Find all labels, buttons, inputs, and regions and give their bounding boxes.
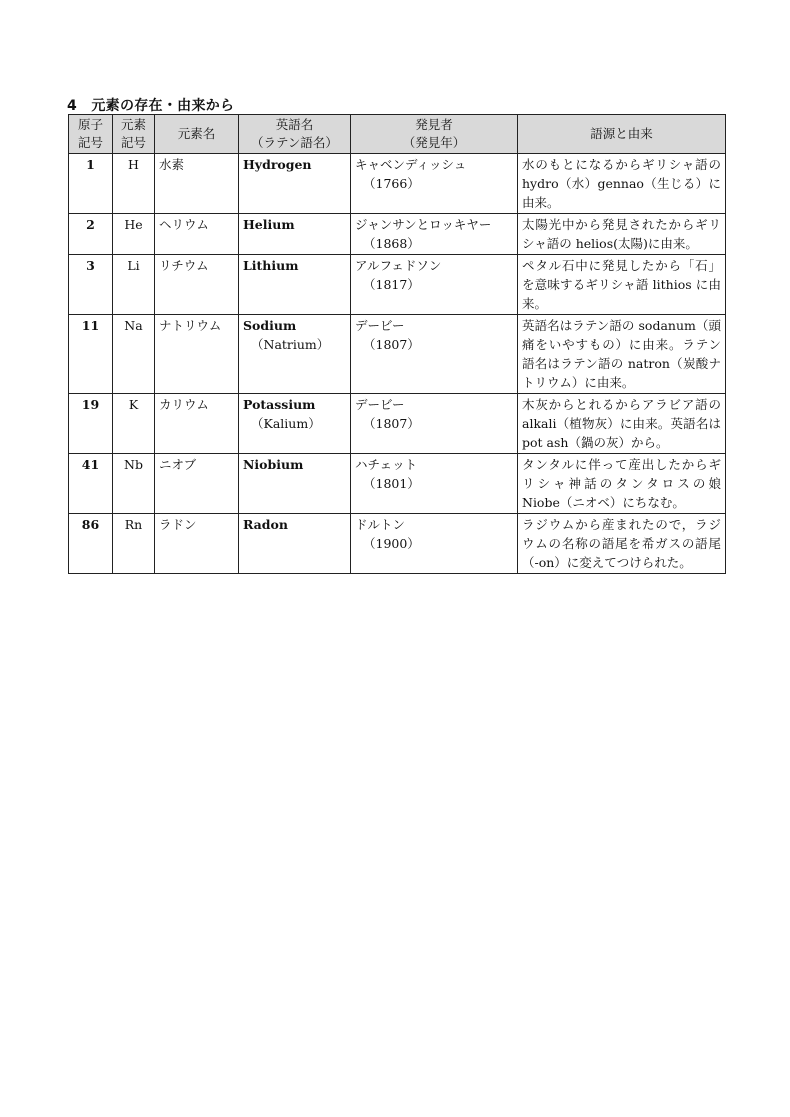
- element-symbol: Na: [113, 315, 155, 394]
- table-header-row: [69, 115, 726, 154]
- etymology: 太陽光中から発見されたからギリシャ語の helios(太陽)に由来。: [518, 214, 726, 255]
- english-name: Sodium: [243, 318, 297, 333]
- discoverer: デービー: [355, 397, 405, 412]
- latin-name: （Kalium）: [251, 416, 321, 431]
- discoverer-cell: [351, 514, 518, 574]
- header-atomic-number: 原子 記号: [69, 115, 113, 154]
- element-symbol: Rn: [113, 514, 155, 574]
- element-name: カリウム: [155, 394, 239, 454]
- etymology: ラジウムから産まれたので，ラジウムの名称の語尾を希ガスの語尾（‐on）に変えてつけられた。: [518, 514, 726, 574]
- discoverer-cell: [351, 154, 518, 214]
- discoverer: キャベンディッシュ: [355, 157, 467, 172]
- discovery-year: （1801）: [363, 476, 420, 491]
- header-english-name: 英語名 （ラテン語名）: [239, 115, 351, 154]
- discoverer: ドルトン: [355, 517, 406, 532]
- element-name: ラドン: [155, 514, 239, 574]
- english-name: Lithium: [243, 258, 299, 273]
- english-name: Radon: [243, 517, 288, 532]
- discoverer-cell: [351, 454, 518, 514]
- table-row: [69, 255, 726, 315]
- element-origin-table: [68, 114, 726, 574]
- english-name-cell: [239, 315, 351, 394]
- element-name: リチウム: [155, 255, 239, 315]
- element-name: 水素: [155, 154, 239, 214]
- atomic-number: 86: [69, 514, 113, 574]
- discoverer: ハチェット: [355, 457, 418, 472]
- table-row: [69, 154, 726, 214]
- header-discoverer: 発見者 （発見年）: [351, 115, 518, 154]
- atomic-number: 2: [69, 214, 113, 255]
- discoverer-cell: [351, 394, 518, 454]
- discoverer-cell: [351, 255, 518, 315]
- element-symbol: Nb: [113, 454, 155, 514]
- table-row: [69, 514, 726, 574]
- english-name-cell: [239, 214, 351, 255]
- english-name: Helium: [243, 217, 295, 232]
- etymology: 水のもとになるからギリシャ語の hydro（水）gennao（生じる）に由来。: [518, 154, 726, 214]
- table-row: [69, 454, 726, 514]
- element-name: ヘリウム: [155, 214, 239, 255]
- etymology: 英語名はラテン語の sodanum（頭痛をいやすもの）に由来。ラテン語名はラテン語の natron（炭酸ナトリウム）に由来。: [518, 315, 726, 394]
- table-row: [69, 214, 726, 255]
- english-name: Hydrogen: [243, 157, 312, 172]
- etymology: ペタル石中に発見したから「石」を意味するギリシャ語 lithios に由来。: [518, 255, 726, 315]
- element-name: ニオブ: [155, 454, 239, 514]
- table-row: [69, 315, 726, 394]
- discovery-year: （1900）: [363, 536, 420, 551]
- discoverer: ジャンサンとロッキヤー: [355, 217, 492, 232]
- element-symbol: Li: [113, 255, 155, 315]
- atomic-number: 11: [69, 315, 113, 394]
- english-name-cell: [239, 255, 351, 315]
- table-row: [69, 394, 726, 454]
- atomic-number: 19: [69, 394, 113, 454]
- latin-name: （Natrium）: [251, 337, 330, 352]
- discoverer: デービー: [355, 318, 405, 333]
- discovery-year: （1817）: [363, 277, 420, 292]
- atomic-number: 3: [69, 255, 113, 315]
- atomic-number: 41: [69, 454, 113, 514]
- english-name: Potassium: [243, 397, 316, 412]
- discovery-year: （1766）: [363, 176, 420, 191]
- english-name-cell: [239, 394, 351, 454]
- section-heading: 4 元素の存在・由来から: [67, 98, 235, 114]
- etymology: 木灰からとれるからアラビア語の alkali（植物灰）に由来。英語名は pot ash（鍋の灰）から。: [518, 394, 726, 454]
- atomic-number: 1: [69, 154, 113, 214]
- header-element-symbol: 元素 記号: [113, 115, 155, 154]
- discoverer-cell: [351, 214, 518, 255]
- discovery-year: （1868）: [363, 236, 420, 251]
- discovery-year: （1807）: [363, 416, 420, 431]
- element-symbol: H: [113, 154, 155, 214]
- header-etymology: 語源と由来: [518, 115, 726, 154]
- english-name: Niobium: [243, 457, 304, 472]
- english-name-cell: [239, 154, 351, 214]
- element-name: ナトリウム: [155, 315, 239, 394]
- element-symbol: He: [113, 214, 155, 255]
- english-name-cell: [239, 514, 351, 574]
- element-symbol: K: [113, 394, 155, 454]
- discovery-year: （1807）: [363, 337, 420, 352]
- discoverer-cell: [351, 315, 518, 394]
- discoverer: アルフェドソン: [355, 258, 442, 273]
- english-name-cell: [239, 454, 351, 514]
- etymology: タンタルに伴って産出したからギリシャ神話のタンタロスの娘 Niobe（ニオベ）にちなむ。: [518, 454, 726, 514]
- header-element-name: 元素名: [155, 115, 239, 154]
